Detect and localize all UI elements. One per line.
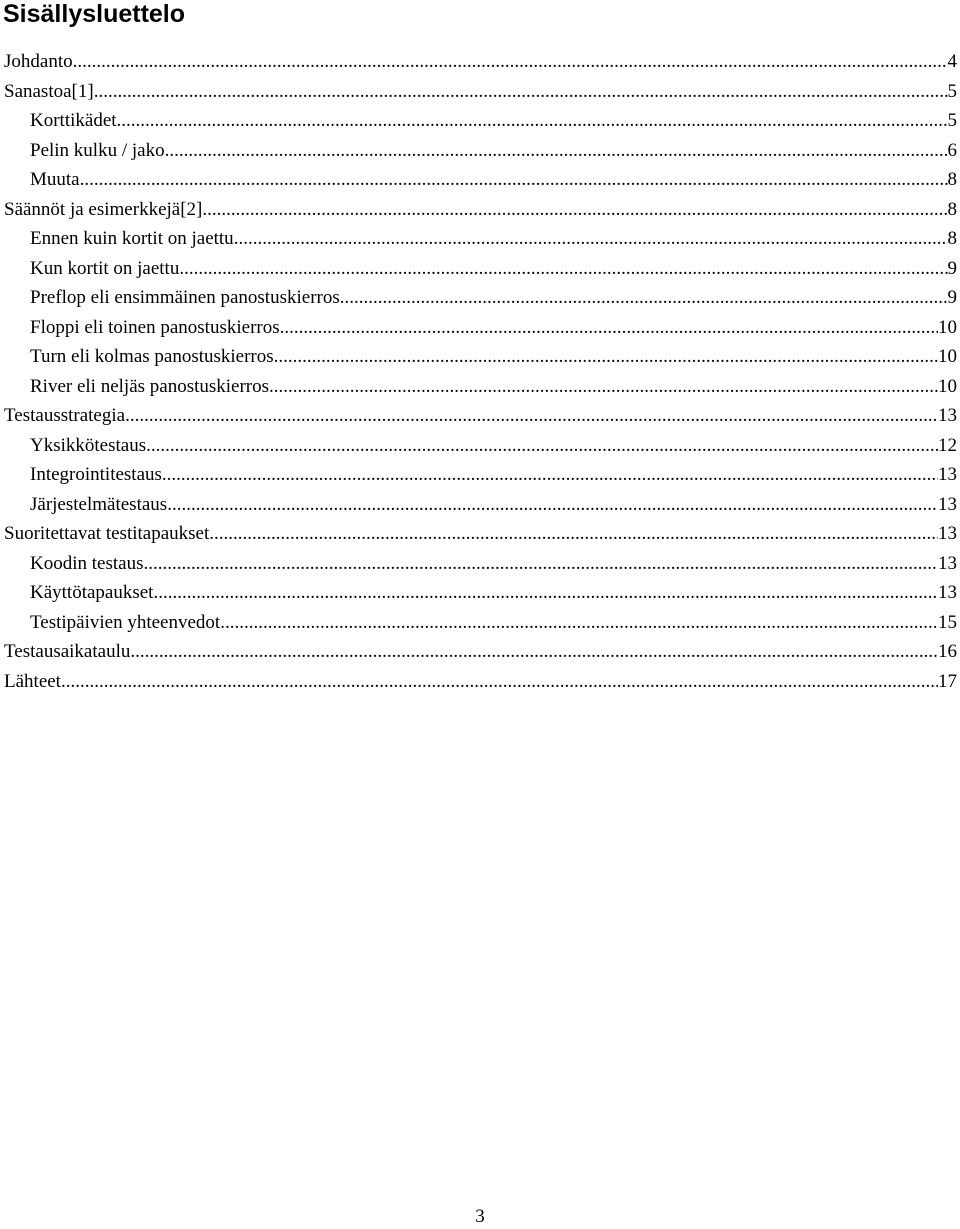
toc-entry[interactable]	[0, 283, 957, 313]
toc-entry-label: Muuta	[30, 169, 80, 190]
toc-entry-page: 13	[938, 464, 957, 485]
toc-entry-page: 5	[947, 110, 957, 131]
toc-entry[interactable]	[0, 313, 957, 343]
toc-entry-label: Koodin testaus	[30, 552, 144, 574]
toc-entry-page: 5	[947, 80, 957, 102]
toc-entry-page: 6	[947, 139, 957, 161]
toc-entry-page: 9	[947, 287, 957, 308]
dot-leader	[202, 195, 947, 225]
toc-entry-label: River eli neljäs panostuskierros	[30, 375, 270, 397]
table-of-contents	[0, 47, 957, 696]
toc-entry-page: 8	[947, 198, 957, 220]
toc-entry-label: Floppi eli toinen panostuskierros	[30, 316, 280, 338]
toc-entry-page: 10	[938, 375, 957, 397]
toc-entry-label: Pelin kulku / jako	[30, 139, 165, 161]
toc-entry-label: Järjestelmätestaus	[30, 493, 168, 515]
dot-leader	[340, 283, 948, 313]
dot-leader	[220, 608, 938, 638]
toc-entry[interactable]	[0, 254, 957, 284]
page-number: 3	[475, 1206, 485, 1227]
toc-entry-page: 13	[938, 552, 957, 574]
toc-entry[interactable]	[0, 195, 957, 225]
dot-leader	[162, 460, 938, 490]
toc-entry[interactable]	[0, 165, 957, 195]
toc-entry-page: 15	[938, 611, 957, 633]
toc-entry-label: Testipäivien yhteenvedot	[30, 611, 221, 633]
dot-leader	[274, 342, 938, 372]
dot-leader	[280, 313, 938, 343]
toc-entry-page: 8	[947, 169, 957, 190]
toc-entry-page: 13	[938, 582, 957, 603]
toc-entry[interactable]	[0, 460, 957, 490]
dot-leader	[146, 431, 938, 461]
toc-entry-page: 10	[938, 316, 957, 338]
toc-entry-page: 16	[938, 641, 957, 662]
toc-entry-label: Turn eli kolmas panostuskierros	[30, 346, 274, 367]
toc-entry-label: Preflop eli ensimmäinen panostuskierros	[30, 287, 340, 308]
dot-leader	[130, 637, 938, 667]
toc-entry-page: 10	[938, 346, 957, 367]
dot-leader	[234, 224, 948, 254]
dot-leader	[117, 106, 948, 136]
toc-entry-label: Johdanto	[4, 51, 73, 72]
toc-entry-page: 8	[947, 228, 957, 249]
toc-entry-label: Käyttötapaukset	[30, 582, 154, 603]
dot-leader	[153, 578, 938, 608]
toc-entry-label: Testausaikataulu	[4, 641, 131, 662]
toc-entry-label: Testausstrategia	[4, 405, 126, 426]
dot-leader	[209, 519, 938, 549]
dot-leader	[269, 372, 938, 402]
toc-entry-page: 17	[938, 670, 957, 692]
toc-entry[interactable]	[0, 519, 957, 549]
toc-entry[interactable]	[0, 490, 957, 520]
toc-entry-label: Korttikädet	[30, 110, 117, 131]
toc-entry[interactable]	[0, 637, 957, 667]
toc-entry-page: 13	[938, 493, 957, 515]
toc-entry[interactable]	[0, 549, 957, 579]
toc-entry-page: 4	[947, 51, 957, 72]
toc-entry-label: Sanastoa[1]	[4, 80, 94, 102]
toc-entry[interactable]	[0, 342, 957, 372]
toc-entry-label: Ennen kuin kortit on jaettu	[30, 228, 234, 249]
toc-entry-label: Suoritettavat testitapaukset	[4, 523, 210, 544]
toc-entry-page: 9	[947, 257, 957, 279]
dot-leader	[167, 490, 938, 520]
toc-entry-label: Kun kortit on jaettu	[30, 257, 180, 279]
dot-leader	[143, 549, 938, 579]
toc-entry[interactable]	[0, 401, 957, 431]
toc-entry-label: Yksikkötestaus	[30, 434, 147, 456]
toc-entry-label: Lähteet	[4, 670, 61, 692]
toc-entry[interactable]	[0, 224, 957, 254]
dot-leader	[165, 136, 948, 166]
dot-leader	[179, 254, 947, 284]
dot-leader	[61, 667, 938, 697]
toc-title: Sisällysluettelo	[3, 0, 186, 28]
toc-entry[interactable]	[0, 608, 957, 638]
toc-entry[interactable]	[0, 372, 957, 402]
toc-entry-page: 13	[938, 405, 957, 426]
toc-entry-label: Integrointitestaus	[30, 464, 162, 485]
toc-entry[interactable]	[0, 47, 957, 77]
toc-entry-label: Säännöt ja esimerkkejä[2]	[4, 198, 203, 220]
dot-leader	[125, 401, 938, 431]
dot-leader	[94, 77, 948, 107]
toc-entry[interactable]	[0, 578, 957, 608]
dot-leader	[73, 47, 948, 77]
toc-entry[interactable]	[0, 136, 957, 166]
toc-entry[interactable]	[0, 431, 957, 461]
toc-entry[interactable]	[0, 667, 957, 697]
toc-entry-page: 13	[938, 523, 957, 544]
toc-entry-page: 12	[938, 434, 957, 456]
toc-entry[interactable]	[0, 106, 957, 136]
dot-leader	[80, 165, 948, 195]
toc-entry[interactable]	[0, 77, 957, 107]
